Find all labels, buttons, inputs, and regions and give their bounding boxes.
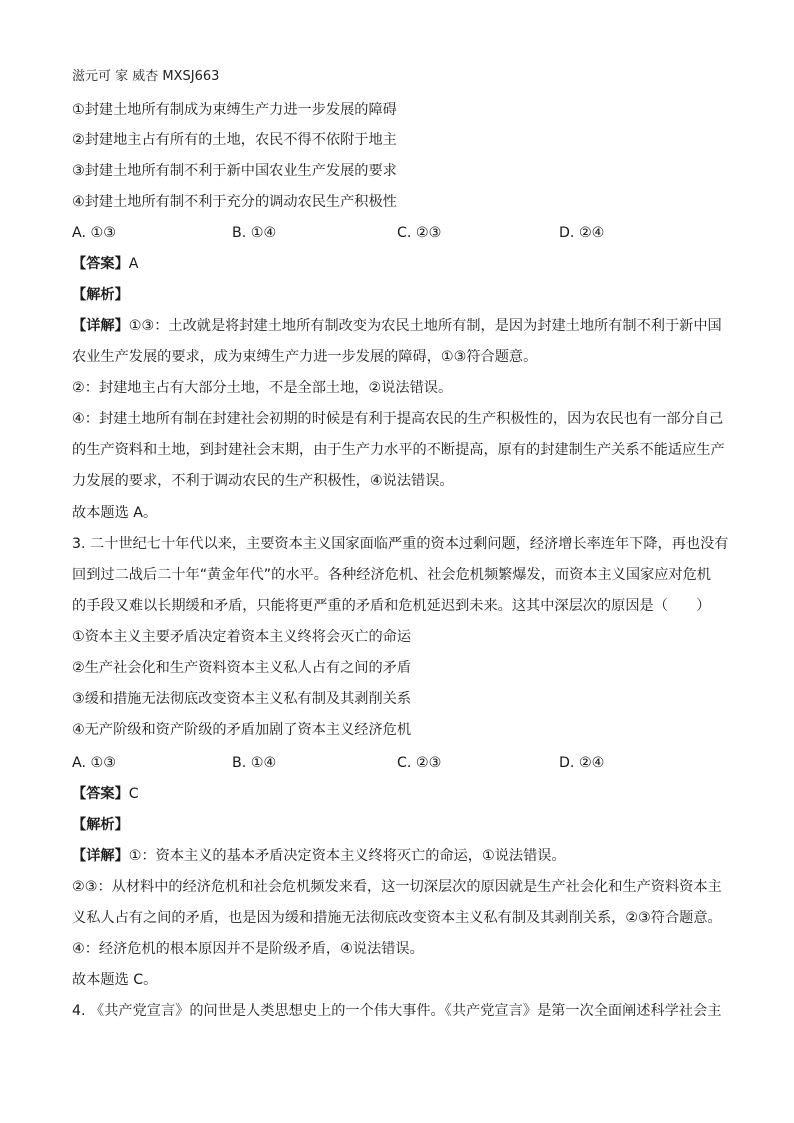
q2-option-d: D. ②④ bbox=[559, 225, 605, 241]
q2-explanation-4: ④：封建土地所有制在封建社会初期的时候是有利于提高农民的生产积极性的，因为农民也有一部分自己 bbox=[72, 411, 724, 427]
watermark-text: 滋元可 家 威杏 MXSJ663 bbox=[72, 69, 220, 84]
q3-statement-1: ①资本主义主要矛盾决定着资本主义终将会灭亡的命运 bbox=[72, 629, 412, 645]
q3-answer-label: 【答案】 bbox=[72, 786, 129, 802]
q2-statement-3: ③封建土地所有制不利于新中国农业生产发展的要求 bbox=[72, 163, 397, 179]
q4-stem-1: 4. 《共产党宣言》的问世是人类思想史上的一个伟大事件。《共产党宣言》是第一次全面阐述科学社会主 bbox=[72, 1003, 722, 1019]
q2-explanation-5: 的生产资料和土地，到封建社会末期，由于生产力水平的不断提高，原有的封建制生产关系不能适应生产 bbox=[72, 442, 725, 458]
q3-option-c: C. ②③ bbox=[397, 755, 442, 771]
q3-explanation-text-1: ①：资本主义的基本矛盾决定资本主义终将灭亡的命运，①说法错误。 bbox=[128, 848, 566, 864]
q2-explanation-3: ②：封建地主占有大部分土地，不是全部土地，②说法错误。 bbox=[72, 380, 453, 396]
q2-option-b: B. ①④ bbox=[232, 225, 277, 241]
q3-statement-3: ③缓和措施无法彻底改变资本主义私有制及其剥削关系 bbox=[72, 691, 412, 707]
q3-explanation-3: 义私人占有之间的矛盾，也是因为缓和措施无法彻底改变资本主义私有制及其剥削关系，②③符合题意。 bbox=[72, 910, 722, 926]
q3-stem-2: 回到过二战后二十年“黄金年代”的水平。各种经济危机、社会危机频繁爆发，而资本主义国家应对危机 bbox=[72, 567, 711, 583]
q2-conclusion: 故本题选 A。 bbox=[72, 505, 158, 521]
q3-analysis-label: 【解析】 bbox=[72, 817, 129, 833]
q3-options bbox=[72, 753, 732, 773]
q3-stem-3: 的手段又难以长期缓和矛盾，只能将更严重的矛盾和危机延迟到未来。这其中深层次的原因是（ ） bbox=[72, 598, 711, 614]
q2-options bbox=[72, 223, 732, 243]
q2-statement-1: ①封建土地所有制成为束缚生产力进一步发展的障碍 bbox=[72, 102, 397, 118]
q2-detail-label: 【详解】 bbox=[72, 318, 129, 334]
q2-option-c: C. ②③ bbox=[397, 225, 442, 241]
q3-explanation-1 bbox=[72, 846, 732, 866]
q2-statement-2: ②封建地主占有所有的土地，农民不得不依附于地主 bbox=[72, 132, 397, 148]
q3-statement-2: ②生产社会化和生产资料资本主义私人占有之间的矛盾 bbox=[72, 660, 412, 676]
q2-analysis-label: 【解析】 bbox=[72, 287, 129, 303]
q3-option-b: B. ①④ bbox=[232, 755, 277, 771]
q2-explanation-text-1: ①③：土改就是将封建土地所有制改变为农民土地所有制，是因为封建土地所有制不利于新中国 bbox=[128, 318, 722, 334]
q3-option-d: D. ②④ bbox=[559, 755, 605, 771]
q2-explanation-6: 力发展的要求，不利于调动农民的生产积极性，④说法错误。 bbox=[72, 473, 454, 489]
q3-conclusion: 故本题选 C。 bbox=[72, 972, 158, 988]
q3-answer-value: C bbox=[128, 786, 139, 802]
q2-option-a: A. ①③ bbox=[72, 225, 116, 241]
q3-detail-label: 【详解】 bbox=[72, 848, 129, 864]
q3-explanation-4: ④：经济危机的根本原因并不是阶级矛盾，④说法错误。 bbox=[72, 941, 424, 957]
q3-stem-1: 3. 二十世纪七十年代以来，主要资本主义国家面临严重的资本过剩问题，经济增长率连年下降，再也没有 bbox=[72, 536, 729, 552]
q2-answer bbox=[72, 254, 732, 274]
q2-answer-label: 【答案】 bbox=[72, 256, 129, 272]
q3-explanation-2: ②③：从材料中的经济危机和社会危机频发来看，这一切深层次的原因就是生产社会化和生产资料资本主 bbox=[72, 879, 722, 895]
q3-answer bbox=[72, 784, 732, 804]
q2-explanation-2: 农业生产发展的要求，成为束缚生产力进一步发展的障碍，①③符合题意。 bbox=[72, 349, 538, 365]
q3-statement-4: ④无产阶级和资产阶级的矛盾加剧了资本主义经济危机 bbox=[72, 722, 412, 738]
q3-option-a: A. ①③ bbox=[72, 755, 116, 771]
q2-answer-value: A bbox=[128, 256, 139, 272]
q2-explanation-1 bbox=[72, 316, 732, 336]
q2-statement-4: ④封建土地所有制不利于充分的调动农民生产积极性 bbox=[72, 194, 397, 210]
